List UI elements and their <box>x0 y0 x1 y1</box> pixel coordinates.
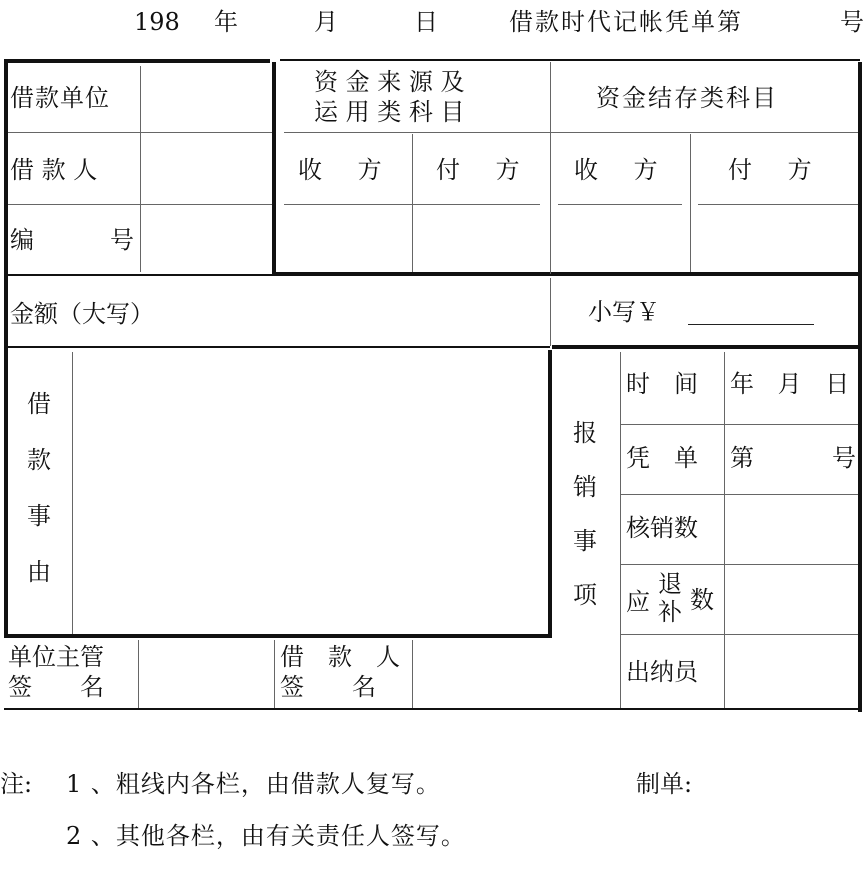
day-label: 日 <box>414 8 438 36</box>
reason-char-3: 事 <box>27 502 51 530</box>
reason-char-2: 款 <box>27 446 51 474</box>
reimburse-char-1: 报 <box>573 419 597 447</box>
reason-char-4: 由 <box>27 558 51 586</box>
borrower-sign-label <box>280 642 400 702</box>
reimburse-items-label <box>570 406 600 622</box>
unit-head-line1: 单位主管 <box>8 643 104 671</box>
source-use-subject-header <box>314 67 465 127</box>
note-1: 1 、粗线内各栏，由借款人复写。 <box>66 770 441 798</box>
unit-head-line2: 签 名 <box>8 673 104 701</box>
borrow-reason-label <box>24 376 54 600</box>
source-use-line2: 运 用 类 科 目 <box>314 98 465 126</box>
source-receive-label: 收 方 <box>298 156 396 184</box>
amount-upper-label: 金额（大写） <box>10 300 154 328</box>
borrower-sign-line1: 借 款 人 <box>280 643 400 671</box>
balance-receive-label: 收 方 <box>574 156 672 184</box>
form-title: 借款时代记帐凭单第 <box>509 8 743 36</box>
borrower-sign-line2: 签 名 <box>280 673 376 701</box>
amount-lower-label: 小写￥ <box>588 298 660 326</box>
borrower-label: 借 款 人 <box>10 156 98 184</box>
voucher-value-prefix: 第 <box>730 444 754 472</box>
voucher-label: 凭 单 <box>626 444 698 472</box>
time-value: 年 月 日 <box>730 370 858 398</box>
month-label: 月 <box>314 8 338 36</box>
voucher-value-suffix: 号 <box>832 444 856 472</box>
borrow-unit-label: 借款单位 <box>10 84 110 112</box>
year-prefix: 198 <box>134 8 180 36</box>
cashier-label: 出纳员 <box>626 658 698 686</box>
reimburse-char-4: 项 <box>573 581 597 609</box>
writeoff-label: 核销数 <box>626 514 698 542</box>
source-use-line1: 资 金 来 源 及 <box>314 68 465 96</box>
reimburse-char-3: 事 <box>573 527 597 555</box>
serial-no-label-b: 号 <box>110 226 134 254</box>
note-2: 2 、其他各栏，由有关责任人签写。 <box>66 822 466 850</box>
year-label: 年 <box>214 8 238 36</box>
refund-label-a: 应 <box>626 588 650 616</box>
serial-no-label-a: 编 <box>10 226 34 254</box>
refund-label-b2: 补 <box>658 598 682 626</box>
balance-subject-header: 资金结存类科目 <box>596 84 778 112</box>
amount-lower-blank <box>688 324 814 325</box>
refund-label-c: 数 <box>690 586 714 614</box>
refund-label-b1: 退 <box>658 570 682 598</box>
reason-char-1: 借 <box>27 390 51 418</box>
source-pay-label: 付 方 <box>436 156 534 184</box>
number-suffix: 号 <box>840 8 864 36</box>
reimburse-char-2: 销 <box>573 473 597 501</box>
note-prefix: 注: <box>0 770 33 798</box>
unit-head-sign-label <box>8 642 104 702</box>
balance-pay-label: 付 方 <box>728 156 826 184</box>
time-label: 时 间 <box>626 370 698 398</box>
maker-label: 制单: <box>636 770 693 798</box>
